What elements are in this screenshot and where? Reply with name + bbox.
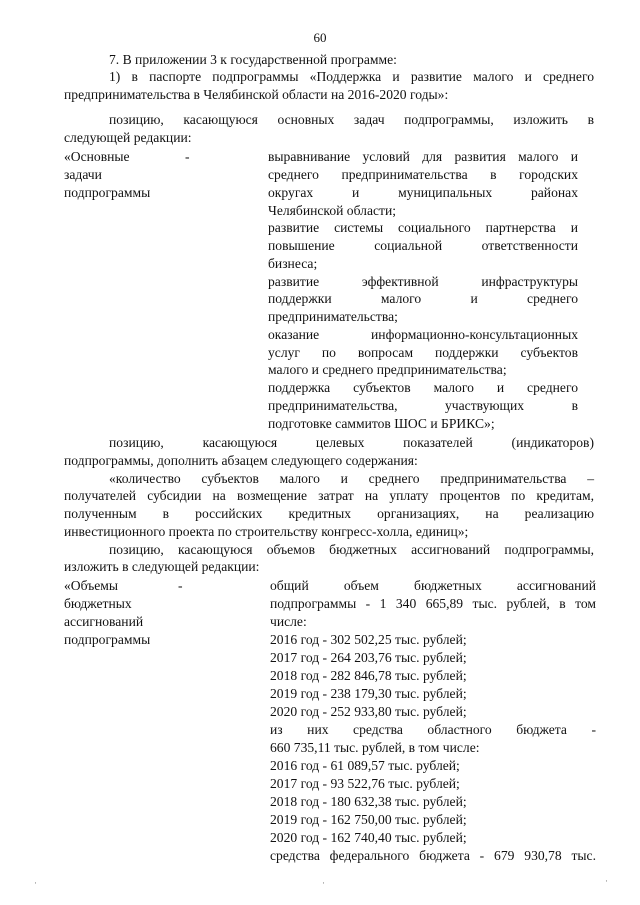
budget-line: 2017 год - 93 522,76 тыс. рублей; xyxy=(270,776,460,791)
sub-item-1-line-1: 1) в паспорте подпрограммы «Поддержка и развитие малого и среднего xyxy=(109,69,594,84)
tasks-line: малого и среднего предпринимательства; xyxy=(268,362,507,377)
tasks-line: предпринимательства, участвующих в xyxy=(268,398,578,413)
sub-item-1-line-2: предпринимательства в Челябинской области на 2016-2020 годы»: xyxy=(64,87,449,102)
budget-line: 2017 год - 264 203,76 тыс. рублей; xyxy=(270,650,467,665)
item-7-heading: 7. В приложении 3 к государственной программе: xyxy=(109,52,397,67)
tasks-label-line-3: подпрограммы xyxy=(64,185,151,200)
budget-line: 2020 год - 162 740,40 тыс. рублей; xyxy=(270,830,467,845)
targets-line: получателей субсидии на возмещение затрат на уплату процентов по кредитам, xyxy=(64,488,594,503)
targets-line: инвестиционного проекта по строительству конгресс-холла, единиц»; xyxy=(64,524,469,539)
budget-line: числе: xyxy=(270,614,307,629)
tasks-line: Челябинской области; xyxy=(268,203,397,218)
targets-line: позицию, касающуюся объемов бюджетных ассигнований подпрограммы, xyxy=(109,542,594,557)
scan-speck: · xyxy=(34,878,37,888)
budget-label-line-1: «Объемы xyxy=(64,578,118,593)
targets-line: позицию, касающуюся целевых показателей (индикаторов) xyxy=(109,435,594,450)
budget-line: средства федерального бюджета - 679 930,78 тыс. xyxy=(270,848,596,863)
targets-line: подпрограммы, дополнить абзацем следующего содержания: xyxy=(64,453,418,468)
budget-line: из них средства областного бюджета - xyxy=(270,722,596,737)
tasks-line: оказание информационно-консультационных xyxy=(268,327,578,342)
tasks-line: развитие эффективной инфраструктуры xyxy=(268,274,578,289)
tasks-position-line-1: позицию, касающуюся основных задач подпрограммы, изложить в xyxy=(109,112,594,127)
tasks-line: поддержки малого и среднего xyxy=(268,291,578,306)
targets-line: изложить в следующей редакции: xyxy=(64,559,260,574)
tasks-line: предпринимательства; xyxy=(268,309,398,324)
tasks-line: повышение социальной ответственности xyxy=(268,238,578,253)
tasks-line: бизнеса; xyxy=(268,256,318,271)
budget-label-line-2: бюджетных xyxy=(64,596,132,611)
budget-label-line-4: подпрограммы xyxy=(64,632,151,647)
budget-line: общий объем бюджетных ассигнований xyxy=(270,578,596,593)
tasks-line: округах и муниципальных районах xyxy=(268,185,578,200)
budget-line: 660 735,11 тыс. рублей, в том числе: xyxy=(270,740,480,755)
budget-line: 2018 год - 180 632,38 тыс. рублей; xyxy=(270,794,467,809)
budget-line: 2019 год - 238 179,30 тыс. рублей; xyxy=(270,686,467,701)
budget-line: 2016 год - 302 502,25 тыс. рублей; xyxy=(270,632,467,647)
budget-line: 2018 год - 282 846,78 тыс. рублей; xyxy=(270,668,467,683)
page-number: 60 xyxy=(313,30,327,45)
budget-label-line-3: ассигнований xyxy=(64,614,144,629)
budget-line: подпрограммы - 1 340 665,89 тыс. рублей, в том xyxy=(270,596,596,611)
tasks-label-dash: - xyxy=(185,149,190,164)
tasks-line: поддержка субъектов малого и среднего xyxy=(268,380,578,395)
budget-line: 2019 год - 162 750,00 тыс. рублей; xyxy=(270,812,467,827)
budget-label-dash: - xyxy=(178,578,183,593)
tasks-label-line-2: задачи xyxy=(64,167,102,182)
tasks-line: выравнивание условий для развития малого и xyxy=(268,149,578,164)
targets-line: полученным в российских кредитных организациях, на реализацию xyxy=(64,506,594,521)
scan-speck: · xyxy=(322,878,325,888)
tasks-position-line-2: следующей редакции: xyxy=(64,130,192,145)
tasks-label-line-1: «Основные xyxy=(64,149,130,164)
tasks-line: услуг по вопросам поддержки субъектов xyxy=(268,345,578,360)
tasks-line: развитие системы социального партнерства и xyxy=(268,220,578,235)
budget-line: 2016 год - 61 089,57 тыс. рублей; xyxy=(270,758,460,773)
targets-line: «количество субъектов малого и среднего предпринимательства – xyxy=(109,471,594,486)
scan-speck: · xyxy=(605,876,608,886)
budget-line: 2020 год - 252 933,80 тыс. рублей; xyxy=(270,704,467,719)
tasks-line: подготовке саммитов ШОС и БРИКС»; xyxy=(268,416,495,431)
tasks-line: среднего предпринимательства в городских xyxy=(268,167,578,182)
